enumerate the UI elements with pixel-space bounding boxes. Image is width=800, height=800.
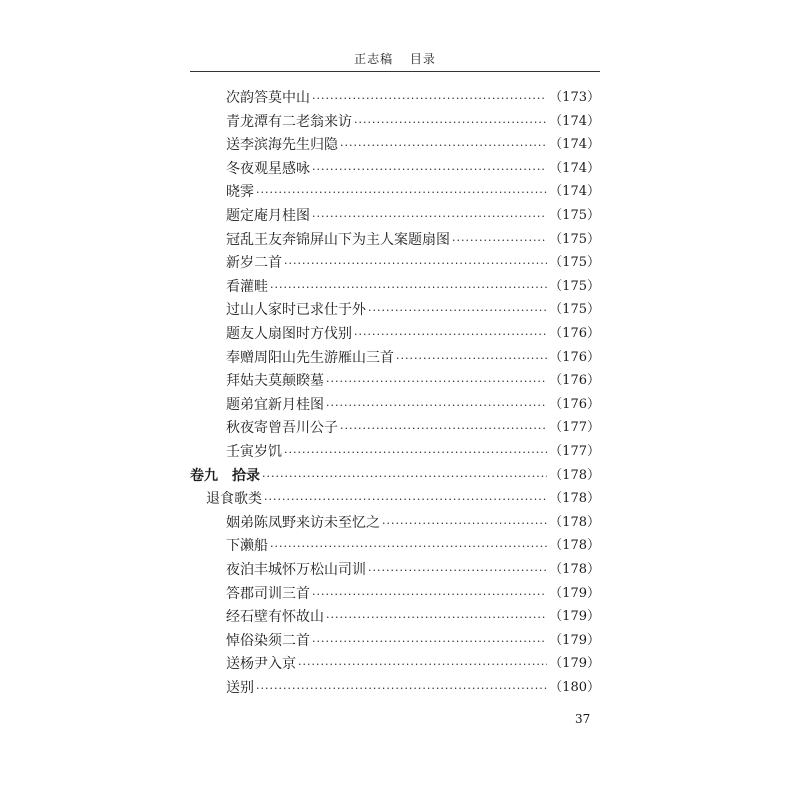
- toc-entry-page: （174）: [549, 137, 600, 153]
- toc-entry-title: 悼俗染须二首: [226, 632, 310, 649]
- toc-entry: [226, 346, 600, 370]
- dot-leader: [340, 417, 547, 441]
- dot-leader: [326, 394, 547, 418]
- toc-entry-title: 经石壁有怀故山: [226, 609, 324, 626]
- toc-entry-title: 拜姑夫莫颠睽墓: [226, 373, 324, 390]
- toc-entry: [226, 86, 600, 110]
- page-number: 37: [575, 712, 591, 726]
- dot-leader: [284, 441, 547, 465]
- header-rule: [190, 71, 600, 72]
- toc-entry-title: 冬夜观星感咏: [226, 160, 310, 177]
- toc-entry-page: （174）: [549, 184, 600, 200]
- dot-leader: [270, 276, 547, 300]
- dot-leader: [326, 606, 547, 630]
- toc-entry: [226, 393, 600, 417]
- toc-entry-title: 送李滨海先生归隐: [226, 137, 338, 154]
- toc-entry: [226, 180, 600, 204]
- dot-leader: [284, 252, 547, 276]
- dot-leader: [368, 299, 547, 323]
- toc-entry-page: （177）: [549, 420, 600, 436]
- toc-entry: [226, 652, 600, 676]
- toc-entry-page: （174）: [549, 160, 600, 176]
- toc-entry-page: （179）: [549, 609, 600, 625]
- dot-leader: [354, 323, 547, 347]
- toc-entry-title: 青龙潭有二老翁来访: [226, 113, 352, 130]
- dot-leader: [264, 488, 547, 512]
- toc-entry-title: 秋夜寄曾吾川公子: [226, 420, 338, 437]
- toc-entry-page: （175）: [549, 255, 600, 271]
- toc-entry-title: 题友人扇图时方伐别: [226, 326, 352, 342]
- toc-entry-page: （178）: [549, 514, 600, 530]
- toc-entry: [226, 322, 600, 346]
- toc-section-entry: [206, 487, 600, 511]
- toc-volume-label: 卷九: [190, 467, 218, 484]
- toc-entry-page: （173）: [549, 90, 600, 105]
- dot-leader: [256, 181, 547, 205]
- toc-entry-title: 晓霁: [226, 184, 254, 201]
- toc-entry-title: 冠乱王友奔锦屏山下为主人案题扇图: [226, 231, 450, 248]
- toc-entry-title: 夜泊丰城怀万松山司训: [226, 562, 366, 578]
- toc-entry: [226, 629, 600, 653]
- dot-leader: [326, 370, 547, 394]
- toc-entry-page: （178）: [549, 491, 600, 507]
- running-head-part: 正志稿: [354, 52, 394, 66]
- dot-leader: [382, 512, 547, 536]
- dot-leader: [340, 134, 547, 158]
- toc-entry-title: 次韵答莫中山: [226, 90, 310, 106]
- toc-entry-page: （174）: [549, 113, 600, 129]
- toc-entry-title: 退食歌类: [206, 491, 262, 508]
- toc-entry-page: （175）: [549, 231, 600, 247]
- dot-leader: [312, 158, 547, 182]
- toc-entry-title: [190, 464, 260, 488]
- running-head: [190, 50, 600, 67]
- dot-leader: [298, 653, 547, 677]
- toc-entry-page: （178）: [549, 467, 600, 483]
- toc-entry-page: （176）: [549, 396, 600, 412]
- toc-entry-title: 壬寅岁饥: [226, 444, 282, 460]
- toc-entry-title: 看灌畦: [226, 278, 268, 295]
- toc-entry-title: 送杨尹入京: [226, 656, 296, 673]
- toc-entry: [226, 369, 600, 393]
- toc-entry-page: （175）: [549, 278, 600, 294]
- running-head-section: 目录: [409, 52, 436, 66]
- toc-entry: [226, 534, 600, 558]
- toc-entry-page: （176）: [549, 349, 600, 365]
- toc-entry-page: （179）: [549, 632, 600, 648]
- toc-entry: [226, 676, 600, 700]
- toc-entry-title: 送别: [226, 680, 254, 696]
- toc-entry: [226, 298, 600, 322]
- dot-leader: [368, 559, 547, 583]
- toc-entry-page: （176）: [549, 326, 600, 341]
- dot-leader: [396, 347, 547, 371]
- toc-entry-page: （176）: [549, 373, 600, 389]
- toc-entry: [226, 511, 600, 535]
- toc-entry-page: （178）: [549, 562, 600, 577]
- dot-leader: [312, 205, 547, 229]
- toc-entry-page: （179）: [549, 585, 600, 601]
- toc-entry-page: （180）: [549, 680, 600, 695]
- toc-entry-title: 奉赠周阳山先生游雁山三首: [226, 349, 394, 366]
- toc-entry-title: 题定庵月桂图: [226, 208, 310, 224]
- toc-entry: [226, 157, 600, 181]
- dot-leader: [312, 87, 547, 111]
- toc-entry: [226, 416, 600, 440]
- toc-entry-page: （175）: [549, 302, 600, 318]
- toc-entry-page: （178）: [549, 538, 600, 554]
- toc-entry-title: 题弟宜新月桂图: [226, 396, 324, 413]
- toc-entry: [226, 251, 600, 275]
- toc-entry: [226, 110, 600, 134]
- toc-entry: [226, 204, 600, 228]
- toc-entry: [226, 605, 600, 629]
- toc-entry: [226, 582, 600, 606]
- toc-entry: [226, 558, 600, 582]
- toc-entry-title: 过山人家时已求仕于外: [226, 302, 366, 319]
- toc-entry-page: （179）: [549, 656, 600, 672]
- toc-entry-page: （175）: [549, 208, 600, 223]
- toc-entry: [226, 440, 600, 464]
- dot-leader: [256, 677, 547, 701]
- toc-entry: [226, 133, 600, 157]
- toc-volume-title: 拾录: [232, 467, 260, 484]
- toc-entry-title: 下濑船: [226, 538, 268, 555]
- toc-entry: [226, 275, 600, 299]
- dot-leader: [312, 583, 547, 607]
- dot-leader: [270, 535, 547, 559]
- dot-leader: [354, 111, 547, 135]
- toc-entry-page: （177）: [549, 444, 600, 459]
- dot-leader: [312, 630, 547, 654]
- toc-entry: [226, 228, 600, 252]
- dot-leader: [262, 465, 547, 489]
- toc-entry-title: 新岁二首: [226, 255, 282, 272]
- dot-leader: [452, 229, 547, 253]
- toc-volume-entry: [190, 464, 600, 488]
- toc-entry-title: 姻弟陈凤野来访未至忆之: [226, 514, 380, 531]
- toc-entry-title: 答郡司训三首: [226, 585, 310, 602]
